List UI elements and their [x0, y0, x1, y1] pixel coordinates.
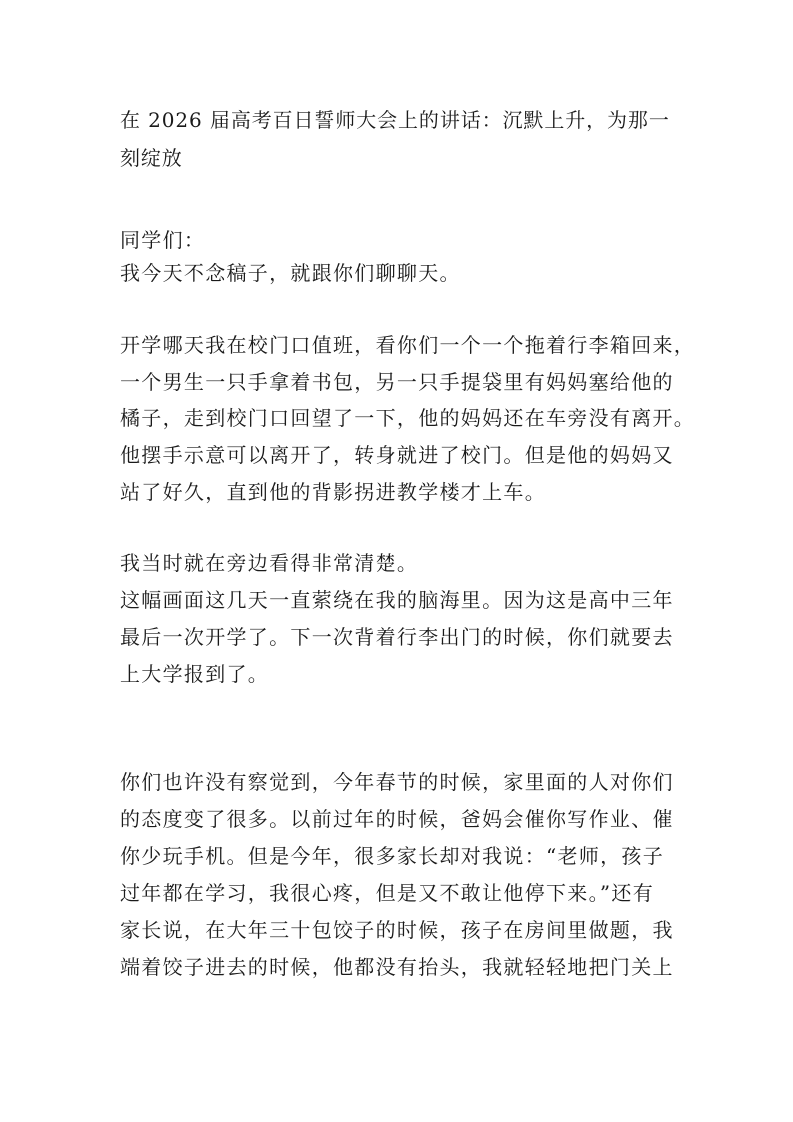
- text-line: 站了好久，直到他的背影拐进教学楼才上车。: [120, 480, 546, 504]
- text-line: 你们也许没有察觉到，今年春节的时候，家里面的人对你们: [120, 770, 674, 794]
- text-line: 你少玩手机。但是今年，很多家长却对我说：“老师，孩子: [120, 844, 665, 868]
- text-line: 过年都在学习，我很心疼，但是又不敢让他停下来。”还有: [120, 881, 655, 905]
- text-line: 的态度变了很多。以前过年的时候，爸妈会催你写作业、催: [120, 807, 674, 831]
- text-line: 家长说，在大年三十包饺子的时候，孩子在房间里做题，我: [120, 918, 674, 942]
- greeting: 同学们：: [120, 228, 206, 252]
- intro-line: 我今天不念稿子，就跟你们聊聊天。: [120, 261, 461, 285]
- text-line: 开学哪天我在校门口值班，看你们一个一个拖着行李箱回来，: [120, 333, 696, 357]
- title-line: 刻绽放: [120, 146, 183, 170]
- title-line: 在 2026 届高考百日誓师大会上的讲话：沉默上升，为那一: [120, 108, 670, 132]
- text-line: 端着饺子进去的时候，他都没有抬头，我就轻轻地把门关上: [120, 955, 674, 979]
- text-line: 这幅画面这几天一直萦绕在我的脑海里。因为这是高中三年: [120, 588, 674, 612]
- text-line: 他摆手示意可以离开了，转身就进了校门。但是他的妈妈又: [120, 443, 674, 467]
- text-line: 上大学报到了。: [120, 662, 270, 686]
- text-line: 最后一次开学了。下一次背着行李出门的时候，你们就要去: [120, 625, 674, 649]
- text-line: 一个男生一只手拿着书包，另一只手提袋里有妈妈塞给他的: [120, 370, 674, 394]
- text-line: 橘子，走到校门口回望了一下，他的妈妈还在车旁没有离开。: [120, 406, 696, 430]
- text-line: 我当时就在旁边看得非常清楚。: [120, 551, 419, 575]
